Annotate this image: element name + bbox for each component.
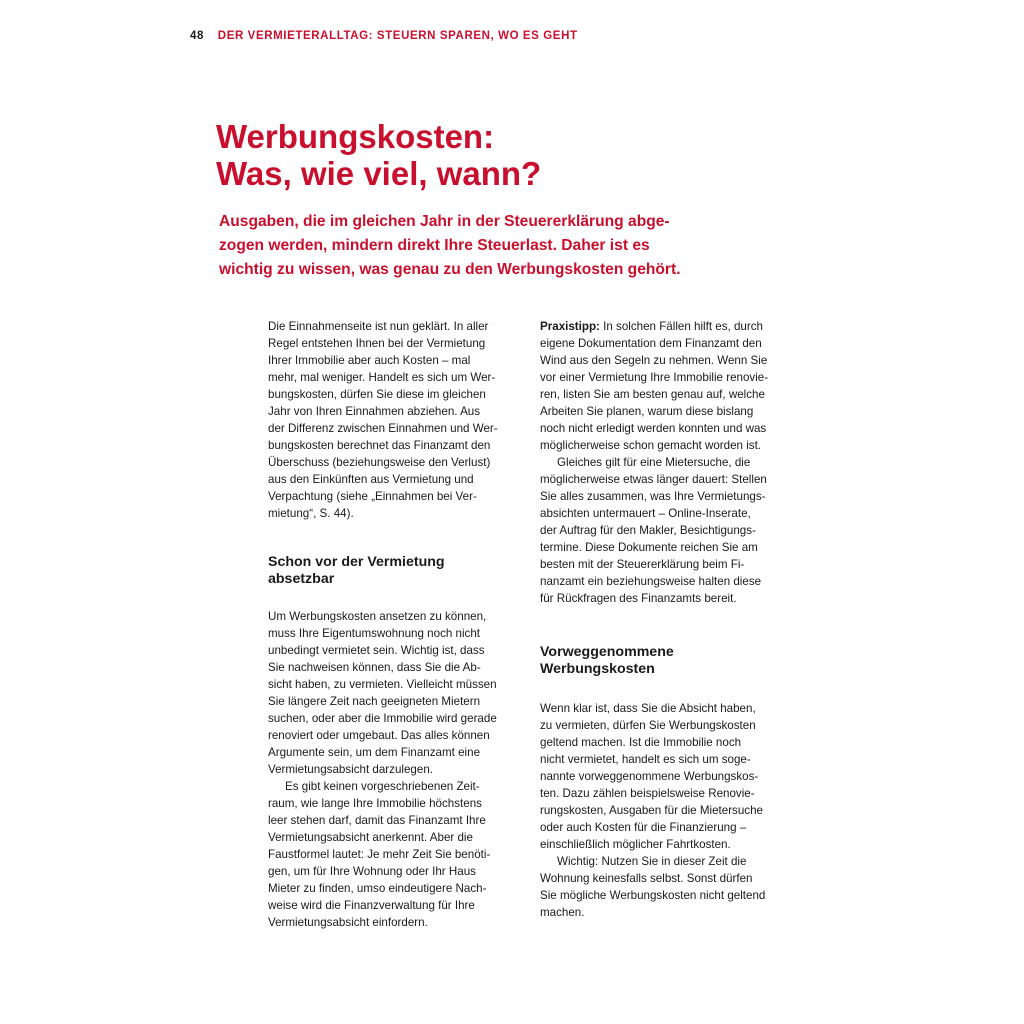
body-line: mehr, mal weniger. Handelt es sich um Wer- xyxy=(268,371,496,384)
heading-line: absetzbar xyxy=(268,571,335,587)
heading-line: Werbungskosten xyxy=(540,661,655,677)
body-line: für Rückfragen des Finanzamts bereit. xyxy=(540,592,737,605)
body-line: Jahr von Ihren Einnahmen abziehen. Aus xyxy=(268,405,481,418)
body-line: Vermietungsabsicht einfordern. xyxy=(268,916,428,929)
body-line: muss Ihre Eigentumswohnung noch nicht xyxy=(268,627,481,640)
body-line: Vermietungsabsicht darzulegen. xyxy=(268,763,433,776)
body-line: ren, listen Sie am besten genau auf, welche xyxy=(540,388,765,401)
body-line: rungskosten, Ausgaben für die Mietersuche xyxy=(540,804,763,817)
body-line: Arbeiten Sie planen, warum diese bislang xyxy=(540,405,754,418)
lead-line: wichtig zu wissen, was genau zu den Werbungskosten gehört. xyxy=(219,261,681,278)
title-line: Was, wie viel, wann? xyxy=(216,155,542,192)
body-line: unbedingt vermietet sein. Wichtig ist, dass xyxy=(268,644,485,657)
tip-text: In solchen Fällen hilft es, durch xyxy=(599,320,763,333)
body-line: Sie mögliche Werbungskosten nicht geltend xyxy=(540,889,766,902)
section-heading xyxy=(540,644,802,678)
body-line: einschließlich möglicher Fahrtkosten. xyxy=(540,838,731,851)
body-line: machen. xyxy=(540,906,585,919)
body-line: zu vermieten, dürfen Sie Werbungskosten xyxy=(540,719,756,732)
title-line: Werbungskosten: xyxy=(216,118,495,155)
body-line: mietung“, S. 44). xyxy=(268,507,354,520)
body-line: Ihrer Immobilie aber auch Kosten – mal xyxy=(268,354,471,367)
body-line: Sie nachweisen können, dass Sie die Ab- xyxy=(268,661,481,674)
body-line xyxy=(540,318,802,335)
body-line: Wenn klar ist, dass Sie die Absicht haben, xyxy=(540,702,756,715)
body-line: raum, wie lange Ihre Immobilie höchstens xyxy=(268,797,482,810)
page-title xyxy=(216,118,541,192)
body-line: Faustformel lautet: Je mehr Zeit Sie benöti- xyxy=(268,848,491,861)
lead-paragraph xyxy=(219,210,681,282)
body-line: termine. Diese Dokumente reichen Sie am xyxy=(540,541,758,554)
body-line: nannte vorweggenommene Werbungskos- xyxy=(540,770,759,783)
running-head xyxy=(190,30,578,42)
body-line: noch nicht erledigt werden konnten und was xyxy=(540,422,767,435)
body-line: der Auftrag für den Makler, Besichtigungs- xyxy=(540,524,756,537)
body-line: bungskosten, dürfen Sie diese im gleichen xyxy=(268,388,486,401)
heading-line: Schon vor der Vermietung xyxy=(268,554,445,570)
body-line: Mieter zu finden, umso eindeutigere Nach- xyxy=(268,882,487,895)
section-heading xyxy=(268,554,530,588)
body-paragraph xyxy=(268,318,530,522)
tip-label: Praxistipp: xyxy=(540,320,600,333)
body-paragraph xyxy=(540,318,802,454)
body-line: Um Werbungskosten ansetzen zu können, xyxy=(268,610,487,623)
body-line: Vermietungsabsicht anerkennt. Aber die xyxy=(268,831,473,844)
body-line: weise wird die Finanzverwaltung für Ihre xyxy=(268,899,475,912)
body-line: Regel entstehen Ihnen bei der Vermietung xyxy=(268,337,486,350)
body-line: Wind aus den Segeln zu nehmen. Wenn Sie xyxy=(540,354,768,367)
body-line: oder auch Kosten für die Finanzierung – xyxy=(540,821,747,834)
body-line: aus den Einkünften aus Vermietung und xyxy=(268,473,474,486)
left-column xyxy=(268,318,530,931)
body-line: möglicherweise etwas länger dauert: Stellen xyxy=(540,473,767,486)
body-line: Verpachtung (siehe „Einnahmen bei Ver- xyxy=(268,490,477,503)
body-line: Die Einnahmenseite ist nun geklärt. In aller xyxy=(268,320,489,333)
lead-line: Ausgaben, die im gleichen Jahr in der Steuererklärung abge- xyxy=(219,213,670,230)
body-paragraph xyxy=(540,454,802,607)
body-line: Sie längere Zeit nach geeigneten Mietern xyxy=(268,695,481,708)
body-line: renoviert oder umgebaut. Das alles können xyxy=(268,729,490,742)
body-line: gen, um für Ihre Wohnung oder Ihr Haus xyxy=(268,865,476,878)
body-line: Sie alles zusammen, was Ihre Vermietungs- xyxy=(540,490,766,503)
body-line: suchen, oder aber die Immobilie wird gerade xyxy=(268,712,497,725)
body-line: sicht haben, zu vermieten. Vielleicht müssen xyxy=(268,678,497,691)
body-paragraph xyxy=(540,853,802,921)
page-number: 48 xyxy=(190,30,204,42)
body-line: Es gibt keinen vorgeschriebenen Zeit- xyxy=(285,780,480,793)
body-line: bungskosten berechnet das Finanzamt den xyxy=(268,439,491,452)
body-line: Wichtig: Nutzen Sie in dieser Zeit die xyxy=(557,855,747,868)
heading-line: Vorweggenommene xyxy=(540,644,674,660)
body-paragraph xyxy=(540,700,802,853)
lead-line: zogen werden, mindern direkt Ihre Steuerlast. Daher ist es xyxy=(219,237,650,254)
body-line: geltend machen. Ist die Immobilie noch xyxy=(540,736,742,749)
right-column xyxy=(540,318,802,921)
body-line: Wohnung keinesfalls selbst. Sonst dürfen xyxy=(540,872,753,885)
running-title: DER VERMIETERALLTAG: STEUERN SPAREN, WO ES GEHT xyxy=(217,30,578,42)
body-line: nanzamt ein beziehungsweise halten diese xyxy=(540,575,762,588)
body-line: Gleiches gilt für eine Mietersuche, die xyxy=(557,456,751,469)
body-line: ten. Dazu zählen beispielsweise Renovie- xyxy=(540,787,755,800)
body-line: der Differenz zwischen Einnahmen und Wer- xyxy=(268,422,498,435)
body-line: Überschuss (beziehungsweise den Verlust) xyxy=(268,456,491,469)
body-line: leer stehen darf, damit das Finanzamt Ihre xyxy=(268,814,486,827)
body-line: absichten untermauert – Online-Inserate, xyxy=(540,507,751,520)
body-line: besten mit der Steuererklärung beim Fi- xyxy=(540,558,745,571)
body-paragraph xyxy=(268,608,530,778)
body-line: möglicherweise schon gemacht worden ist. xyxy=(540,439,762,452)
body-line: eigene Dokumentation dem Finanzamt den xyxy=(540,337,762,350)
body-paragraph xyxy=(268,778,530,931)
body-line: vor einer Vermietung Ihre Immobilie renovie- xyxy=(540,371,769,384)
body-line: Argumente sein, um dem Finanzamt eine xyxy=(268,746,481,759)
body-line: nicht vermietet, handelt es sich um soge- xyxy=(540,753,751,766)
